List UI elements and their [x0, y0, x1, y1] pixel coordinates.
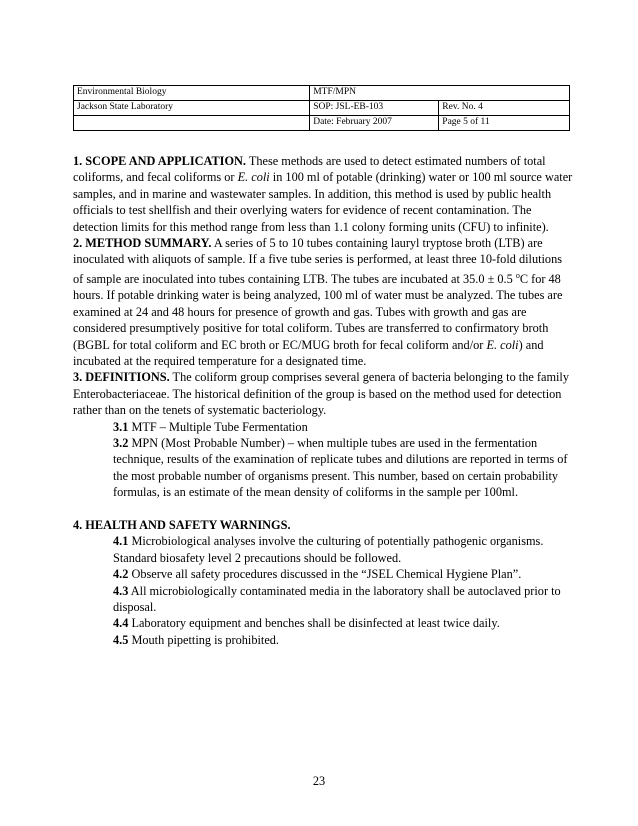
- warning-item: [73, 632, 573, 648]
- section-text: in 100 ml of potable (drinking) water or 100 ml source water samples, and in marine and wastewater samples. In addition, this method is used by public health officials to test shellfish and their overlying waters for evidence of recent contamination. The detection limits for this method range from less than 1.1 colony forming units (CFU) to infinite).: [73, 170, 573, 234]
- section-heading: 4. HEALTH AND SAFETY WARNINGS.: [73, 518, 291, 533]
- section-text: ) and incubated at the required temperature for a designated time.: [73, 337, 544, 368]
- header-row: [74, 101, 570, 116]
- section-text: The coliform group comprises several genera of bacteria belonging to the family Enterobacteriaceae. The historical definition of the group is based on the method used for detection rather than on the tenets of systematic bacteriology.: [73, 370, 569, 418]
- header-row: [74, 116, 570, 131]
- item-text: All microbiologically contaminated media in the laboratory shall be autoclaved prior to disposal.: [113, 583, 561, 615]
- definition-item: [73, 419, 573, 435]
- header-cell: Page 5 of 11: [439, 116, 570, 131]
- section-method-summary: [73, 235, 573, 369]
- section-text: A series of 5 to 10 tubes containing lauryl tryptose broth (LTB) are inoculated with aliquots of sample. If a five tube series is performed, at least three 10-fold dilutions of sample are inoculated into tubes containing LTB. The tubes are incubated at 35.0 ± 0.5: [73, 236, 563, 286]
- header-cell: Environmental Biology: [74, 86, 310, 101]
- header-cell: Date: February 2007: [310, 116, 439, 131]
- header-cell: MTF/MPN: [310, 86, 570, 101]
- document-header-table: [73, 85, 570, 131]
- warning-item: [73, 566, 573, 582]
- item-text: Observe all safety procedures discussed in the “JSEL Chemical Hygiene Plan”.: [128, 567, 522, 582]
- definition-item: [73, 435, 573, 501]
- section-definitions: [73, 369, 573, 500]
- item-text: MTF – Multiple Tube Fermentation: [128, 419, 308, 434]
- section-heading: 2. METHOD SUMMARY.: [73, 236, 212, 251]
- item-text: Mouth pipetting is prohibited.: [128, 632, 280, 647]
- item-number: 4.4: [113, 616, 129, 631]
- degree-superscript: o: [515, 270, 520, 280]
- item-text: MPN (Most Probable Number) – when multiple tubes are used in the fermentation technique, results of the examination of replicate tubes and dilutions are reported in terms of the most probable number of organisms present. This number, based on certain probability formulas, is an estimate of the mean density of coliforms in the sample per 100ml.: [113, 436, 568, 500]
- item-number: 4.1: [113, 534, 129, 549]
- species-name: E. coli: [237, 170, 270, 185]
- header-row: [74, 86, 570, 101]
- section-text: These methods are used to detect estimated numbers of total coliforms, and fecal coliforms or: [73, 154, 546, 185]
- warning-item: [73, 615, 573, 631]
- section-health-safety: [73, 517, 573, 648]
- header-cell: SOP: JSL-EB-103: [310, 101, 439, 116]
- warning-item: [73, 583, 573, 616]
- item-number: 4.2: [113, 567, 129, 582]
- section-heading: 3. DEFINITIONS.: [73, 370, 170, 385]
- section-scope: [73, 153, 573, 235]
- item-text: Microbiological analyses involve the culturing of potentially pathogenic organisms. Standard biosafety level 2 precautions should be followed.: [113, 534, 544, 565]
- item-text: Laboratory equipment and benches shall be disinfected at least twice daily.: [128, 616, 500, 631]
- warning-item: [73, 533, 573, 566]
- species-name: E. coli: [486, 337, 519, 352]
- section-paragraph: [73, 369, 573, 418]
- item-number: 3.2: [113, 436, 129, 450]
- header-cell: Jackson State Laboratory: [74, 101, 310, 116]
- header-cell: Rev. No. 4: [439, 101, 570, 116]
- page-number: 23: [312, 774, 326, 788]
- section-heading: 1. SCOPE AND APPLICATION.: [73, 154, 246, 168]
- document-body: [73, 153, 573, 648]
- item-number: 3.1: [113, 419, 129, 434]
- item-number: 4.3: [113, 583, 129, 598]
- item-number: 4.5: [113, 632, 129, 647]
- section-text: C for 48 hours. If potable drinking water is being analyzed, 100 ml of water must be analyzed. The tubes are examined at 24 and 48 hours for presence of growth and gas. Tubes with growth and gas are considered presumptively positive for total coliform. Tubes are transferred to confirmatory broth (BGBL for total coliform and EC broth or EC/MUG broth for fecal coliform and/or: [73, 271, 563, 352]
- section-paragraph: [73, 517, 573, 533]
- header-cell: [74, 116, 310, 131]
